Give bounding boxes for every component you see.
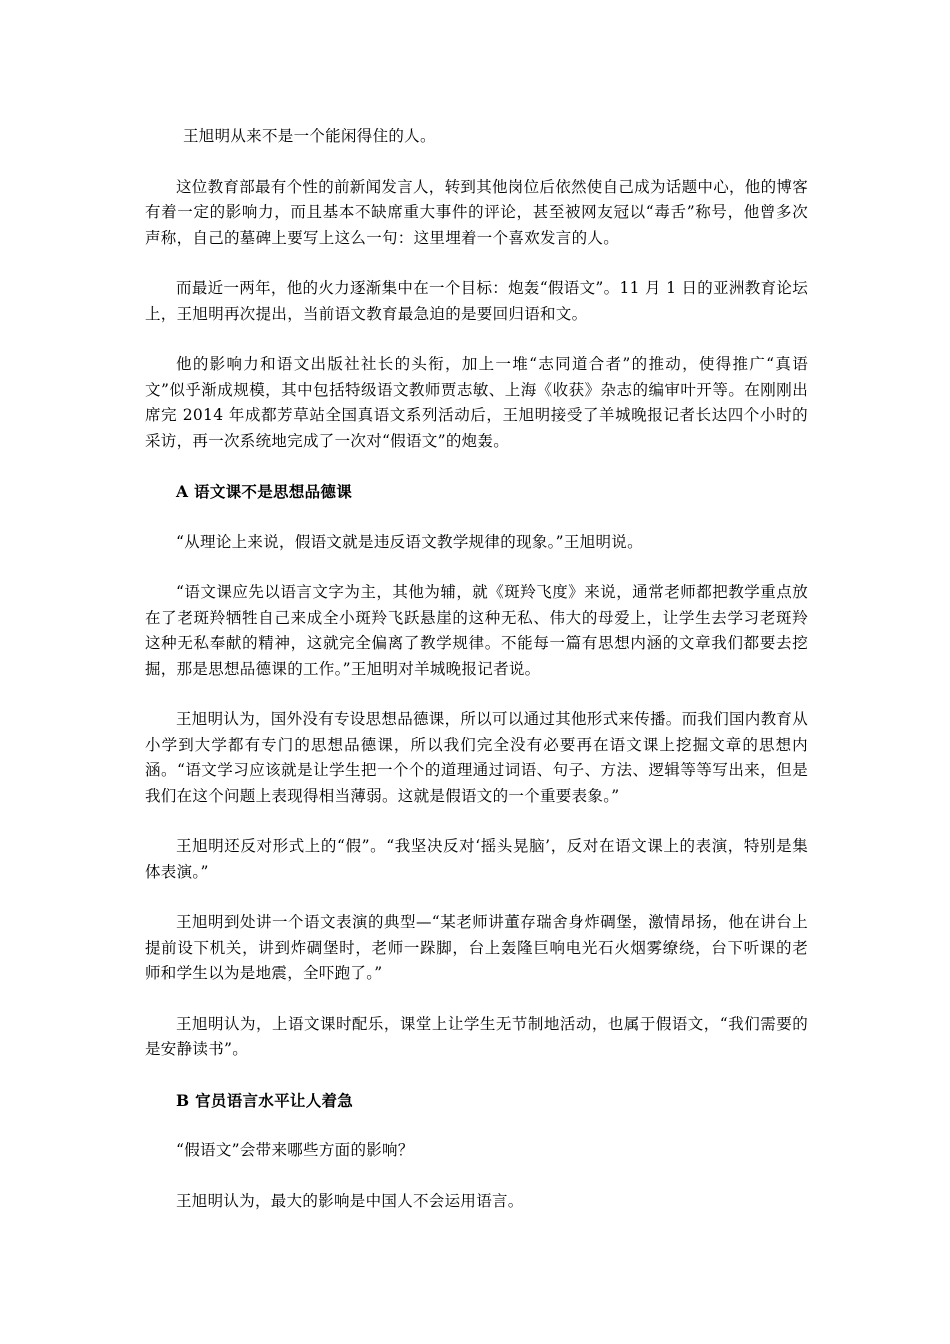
paragraph: 王旭明还反对形式上的“假”。“我坚决反对‘摇头晃脑’，反对在语文课上的表演，特别是集体表演。”: [145, 837, 808, 881]
paragraph: 他的影响力和语文出版社社长的头衔，加上一堆“志同道合者”的推动，使得推广“真语文”似乎渐成规模，其中包括特级语文教师贾志敏、上海《收获》杂志的编审叶开等。在刚刚出席完 2014 年成都芳草站全国真语文系列活动后，王旭明接受了羊城晚报记者长达四个小时的采访，再一次系统地完成了一次对“假语文”的炮轰。: [145, 355, 808, 450]
paragraph: “假语文”会带来哪些方面的影响？: [176, 1141, 414, 1159]
paragraph: 王旭明认为，上语文课时配乐，课堂上让学生无节制地活动，也属于假语文，“我们需要的是安静读书”。: [145, 1014, 808, 1058]
paragraph: “从理论上来说，假语文就是违反语文教学规律的现象。”王旭明说。: [176, 532, 643, 551]
section-heading-b: B 官员语言水平让人着急: [176, 1090, 354, 1110]
section-heading-a: A 语文课不是思想品德课: [176, 482, 353, 501]
paragraph: 王旭明到处讲一个语文表演的典型—“某老师讲董存瑞舍身炸碉堡，激情昂扬，他在讲台上提前设下机关，讲到炸碉堡时，老师一跺脚，台上轰隆巨响电光石火烟雾缭绕，台下听课的老师和学生以为是地震，全吓跑了。”: [145, 913, 808, 982]
paragraph: 这位教育部最有个性的前新闻发言人，转到其他岗位后依然使自己成为话题中心，他的博客有着一定的影响力，而且基本不缺席重大事件的评论，甚至被网友冠以“毒舌”称号，他曾多次声称，自己的墓碑上要写上这么一句：这里埋着一个喜欢发言的人。: [145, 177, 809, 247]
document-page: [145, 124, 808, 1239]
paragraph: 王旭明认为，国外没有专设思想品德课，所以可以通过其他形式来传播。而我们国内教育从小学到大学都有专门的思想品德课，所以我们完全没有必要再在语文课上挖掘文章的思想内涵。“语文学习应该就是让学生把一个个的道理通过词语、句子、方法、逻辑等等写出来，但是我们在这个问题上表现得相当薄弱。这就是假语文的一个重要表象。”: [145, 710, 809, 805]
paragraph: “语文课应先以语言文字为主，其他为辅，就《斑羚飞度》来说，通常老师都把教学重点放在了老斑羚牺牲自己来成全小斑羚飞跃悬崖的这种无私、伟大的母爱上，让学生去学习老斑羚这种无私奉献的精神，这就完全偏离了教学规律。不能每一篇有思想内涵的文章我们都要去挖掘，那是思想品德课的工作。”王旭明对羊城晚报记者说。: [145, 583, 808, 678]
paragraph: 而最近一两年，他的火力逐渐集中在一个目标：炮轰“假语文”。11 月 1 日的亚洲教育论坛上，王旭明再次提出，当前语文教育最急迫的是要回归语和文。: [145, 279, 808, 323]
paragraph-intro: 王旭明从来不是一个能闲得住的人。: [182, 127, 436, 145]
paragraph: 王旭明认为，最大的影响是中国人不会运用语言。: [176, 1191, 524, 1210]
